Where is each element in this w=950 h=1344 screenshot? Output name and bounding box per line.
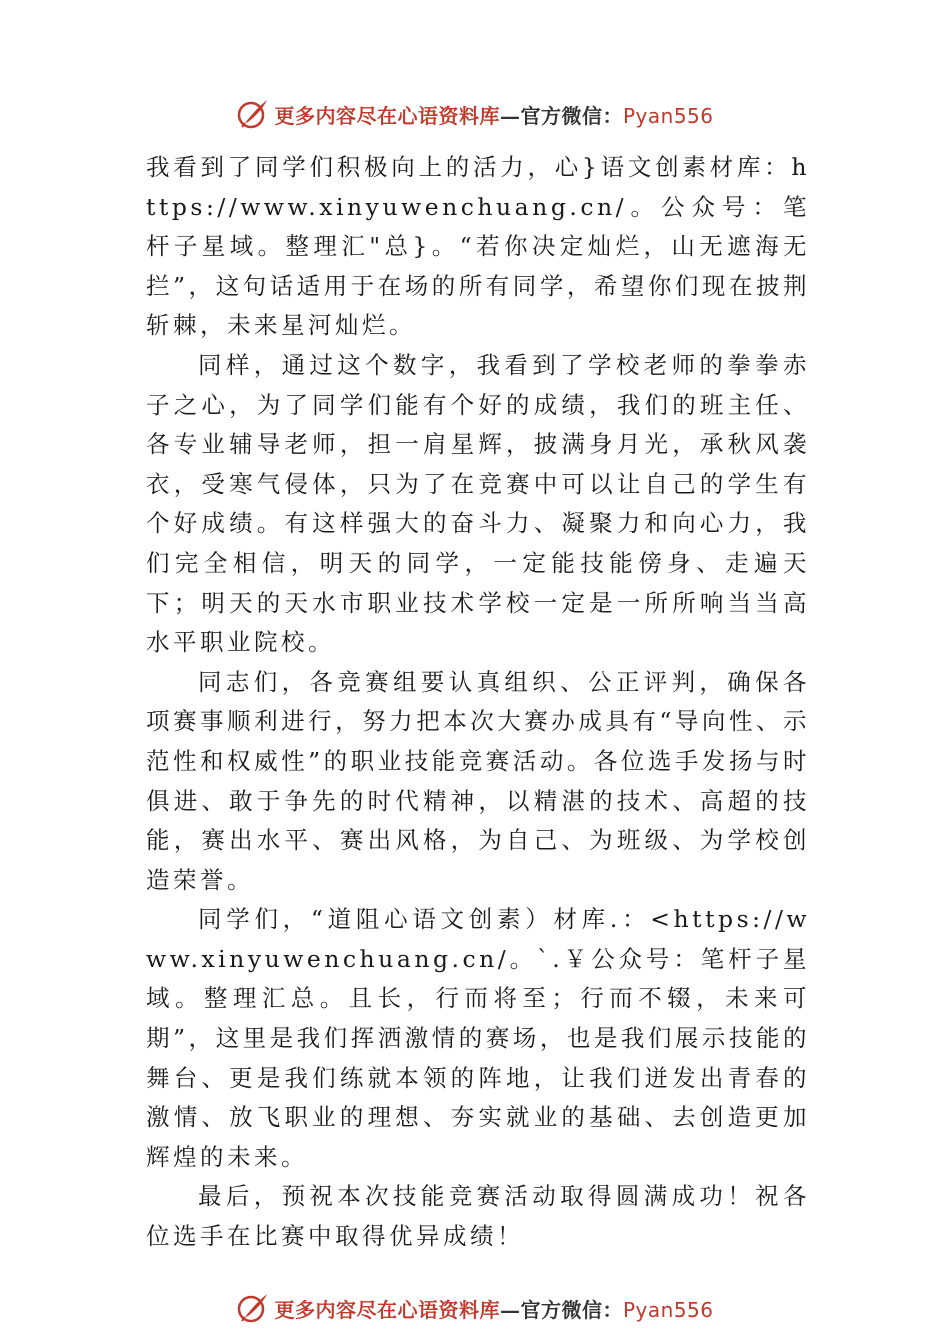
header-banner <box>0 94 950 134</box>
quill-pen-logo-icon <box>236 97 270 131</box>
paragraph-3: 同志们，各竞赛组要认真组织、公正评判，确保各项赛事顺利进行，努力把本次大赛办成具有“导向性、示范性和权威性”的职业技能竞赛活动。各位选手发扬与时俱进、敢于争先的时代精神，以精湛的技术、高超的技能，赛出水平、赛出风格，为自己、为班级、为学校创造荣誉。 <box>146 667 810 894</box>
footer-banner-text <box>274 1294 713 1323</box>
document-body <box>146 148 810 1257</box>
header-brand: 更多内容尽在心语资料库 <box>274 103 500 128</box>
footer-banner <box>0 1288 950 1328</box>
header-dash: — <box>499 103 521 128</box>
paragraph-5: 最后，预祝本次技能竞赛活动取得圆满成功！祝各位选手在比赛中取得优异成绩！ <box>146 1182 810 1251</box>
header-account: Pyan556 <box>622 103 714 128</box>
quill-pen-logo-icon <box>236 1291 270 1325</box>
footer-official-label: 官方微信： <box>520 1297 623 1322</box>
paragraph-1: 我看到了同学们积极向上的活力，心}语文创素材库：https://www.xinyuwenchuang.cn/。公众号：笔杆子星域。整理汇"总}。“若你决定灿烂，山无遮海无拦”，这句话适用于在场的所有同学，希望你们现在披荆斩棘，未来星河灿烂。 <box>146 153 810 340</box>
header-banner-text <box>274 100 713 129</box>
paragraph-4: 同学们，“道阻心语文创素）材库.：<https://www.xinyuwenchuang.cn/。`.￥公众号：笔杆子星域。整理汇总。且长，行而将至；行而不辍，未来可期”，这里是我们挥洒激情的赛场，也是我们展示技能的舞台、更是我们练就本领的阵地，让我们迸发出青春的激情、放飞职业的理想、夯实就业的基础、去创造更加辉煌的未来。 <box>146 905 810 1171</box>
header-official-label: 官方微信： <box>520 103 623 128</box>
footer-brand: 更多内容尽在心语资料库 <box>274 1297 500 1322</box>
footer-dash: — <box>499 1297 521 1322</box>
footer-account: Pyan556 <box>622 1297 714 1322</box>
paragraph-2: 同样，通过这个数字，我看到了学校老师的拳拳赤子之心，为了同学们能有个好的成绩，我们的班主任、各专业辅导老师，担一肩星辉，披满身月光，承秋风袭衣，受寒气侵体，只为了在竞赛中可以让自己的学生有个好成绩。有这样强大的奋斗力、凝聚力和向心力，我们完全相信，明天的同学，一定能技能傍身、走遍天下；明天的天水市职业技术学校一定是一所所响当当高水平职业院校。 <box>146 350 810 657</box>
